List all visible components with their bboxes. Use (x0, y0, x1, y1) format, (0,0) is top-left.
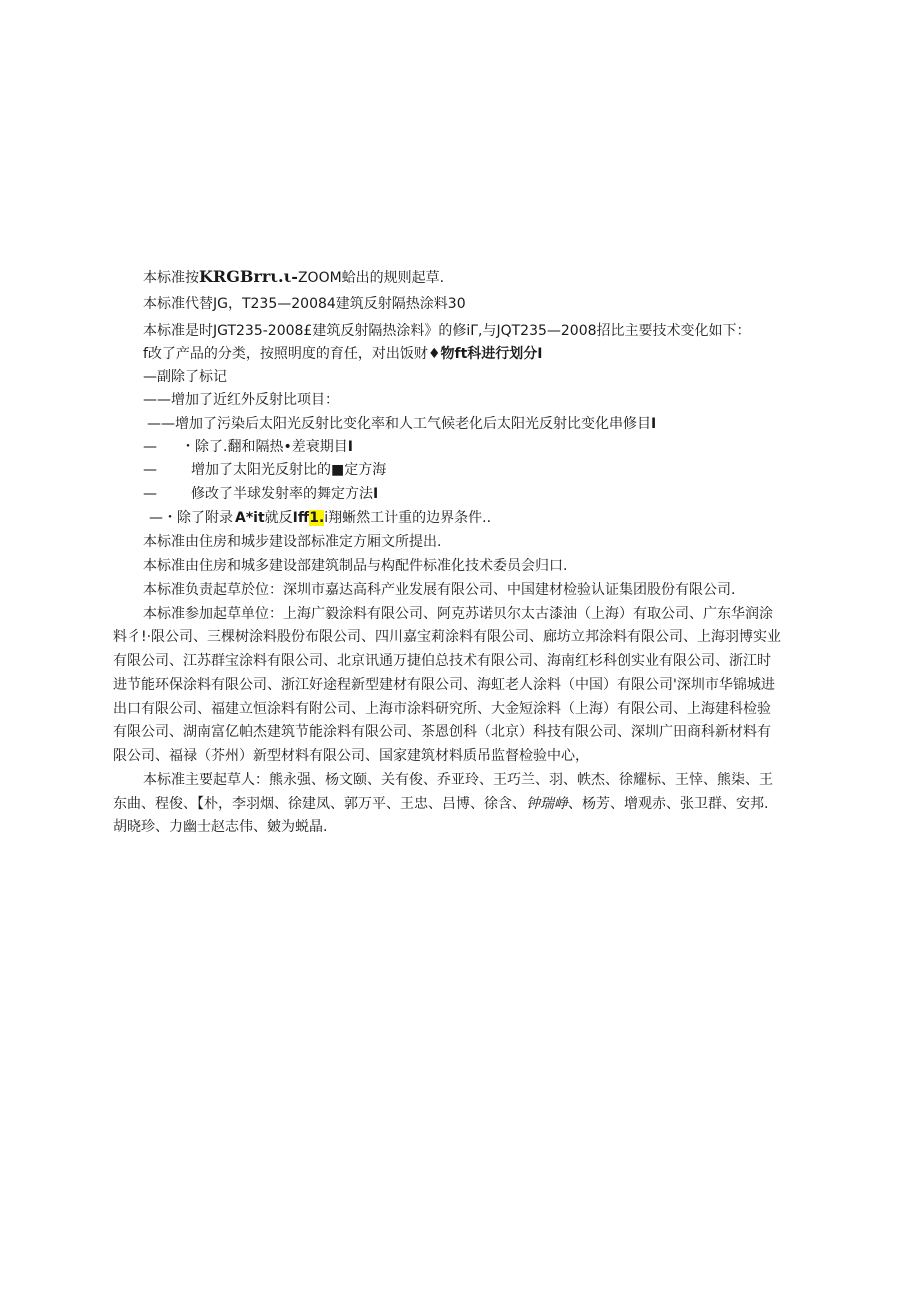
text-span: 本标准由住房和城多建设部建筑制品与构配件标准化技术委员会归口. (143, 558, 568, 574)
text-span: — (143, 486, 157, 502)
text-span: 本标准由住房和城步建设部标准定方厢文所提出. (143, 534, 442, 550)
text-line (143, 268, 444, 287)
text-line (113, 652, 771, 670)
text-span: 、杨芳、增观赤、张卫群、安邦. (568, 796, 769, 812)
text-line (143, 295, 466, 313)
text-span: A*it (235, 510, 265, 526)
text-line (143, 322, 751, 340)
text-span: —副除了标记 (143, 369, 227, 385)
text-line (143, 485, 378, 503)
text-line (143, 605, 773, 623)
text-line (143, 771, 773, 789)
text-span: 本标准按 (143, 270, 199, 286)
text-line (143, 533, 441, 551)
text-line (143, 345, 542, 363)
text-span: ♦物ft科进行划分I (427, 346, 543, 362)
text-span: 限公司、福禄（芥州）新型材料有限公司、国家建筑材料质吊监督检验中心， (113, 748, 589, 764)
text-line (143, 461, 386, 479)
text-line (113, 676, 775, 694)
text-span: ・除了.翻和隔热•差衰期目 (181, 439, 348, 455)
text-line (113, 700, 771, 718)
text-span: 料彳!·限公司、三棵树涂料股份布限公司、四川嘉宝莉涂料有限公司、廊坊立邦涂料有限公司、上海羽博实业 (113, 629, 782, 645)
text-line (143, 368, 227, 386)
text-span: — (143, 462, 157, 478)
text-line (113, 747, 589, 765)
text-span: 有限公司、江苏群宝涂料有限公司、北京讯通万捷伯总技术有限公司、海南红杉科创实业有限公司、浙江时 (113, 653, 771, 669)
text-span: 进节能环保涂料有限公司、浙江好途程新型建材有限公司、海虹老人涂料（中国）有限公司'深圳市华锦城进 (113, 677, 775, 693)
text-span: ——增加了污染后太阳光反射比变化率和人工气候老化后太阳光反射比变化串修目 (147, 416, 651, 432)
text-span: I (347, 439, 353, 455)
text-line (113, 723, 771, 741)
text-line (147, 415, 656, 433)
text-span: I (373, 486, 379, 502)
text-span: 有限公司、湖南富亿帕杰建筑节能涂料有限公司、茶恩创科（北京）科技有限公司、深圳广田商科新材料有 (113, 724, 771, 740)
text-span: 东曲、程俊、【朴，李羽烟、徐建凤、郭万平、王忠、吕博、徐含、 (113, 796, 526, 812)
text-line (113, 818, 327, 836)
text-line (143, 438, 353, 456)
text-span: 钟瑞峥 (526, 796, 568, 812)
text-line (143, 557, 567, 575)
text-span: Iff (292, 510, 310, 526)
text-line (149, 509, 491, 527)
text-span: KRGBrrι.ι- (199, 267, 298, 286)
text-span: 本标准参加起草单位：上海广毅涂料有限公司、阿克苏诺贝尔太古漆油（上海）有取公司、广东华润涂 (143, 606, 773, 622)
text-span: 本标准代替JG，T235—20084建筑反射隔热涂料30 (143, 296, 466, 312)
text-span: — (143, 439, 157, 455)
text-span: 增加了太阳光反射比的■定方海 (191, 462, 387, 478)
text-line (143, 581, 735, 599)
text-span: 本标准主要起草人：熊永强、杨文颐、关有俊、乔亚玲、王巧兰、羽、帙杰、徐耀标、王悻、熊柒、王 (143, 772, 773, 788)
highlighted-text: 1. (309, 510, 325, 526)
text-span: 本标准负责起草於位：深圳市嘉达高科产业发展有限公司、中国建材检验认证集团股份有限公司. (143, 582, 736, 598)
text-line (113, 795, 768, 813)
text-span: I (651, 416, 657, 432)
text-span: 修改了半球发射率的舞定方法 (191, 486, 373, 502)
text-span: 就反 (264, 510, 293, 526)
text-line (113, 628, 781, 646)
text-span: f改了产品的分类，按照明度的育任，对出饭财 (143, 346, 428, 362)
text-span: ——增加了近红外反射比项目： (143, 392, 339, 408)
text-span: 胡晓珍、力幽士赵志伟、皴为蜕晶. (113, 819, 328, 835)
text-span: —・除了附录 (149, 510, 233, 526)
text-span: ZOOM蛤出的规则起草. (297, 270, 445, 286)
text-line (143, 391, 339, 409)
text-span: i翔蜥然工计重的边界条件.. (324, 510, 492, 526)
text-span: 出口有限公司、福建立恒涂料有附公司、上海市涂料研究所、大金短涂料（上海）有限公司、上海建科检验 (113, 701, 771, 717)
text-span: 本标准是时JGT235-2008£建筑反射隔热涂料》的修iΓ,与JQT235—2008招比主要技术变化如下： (143, 323, 751, 339)
